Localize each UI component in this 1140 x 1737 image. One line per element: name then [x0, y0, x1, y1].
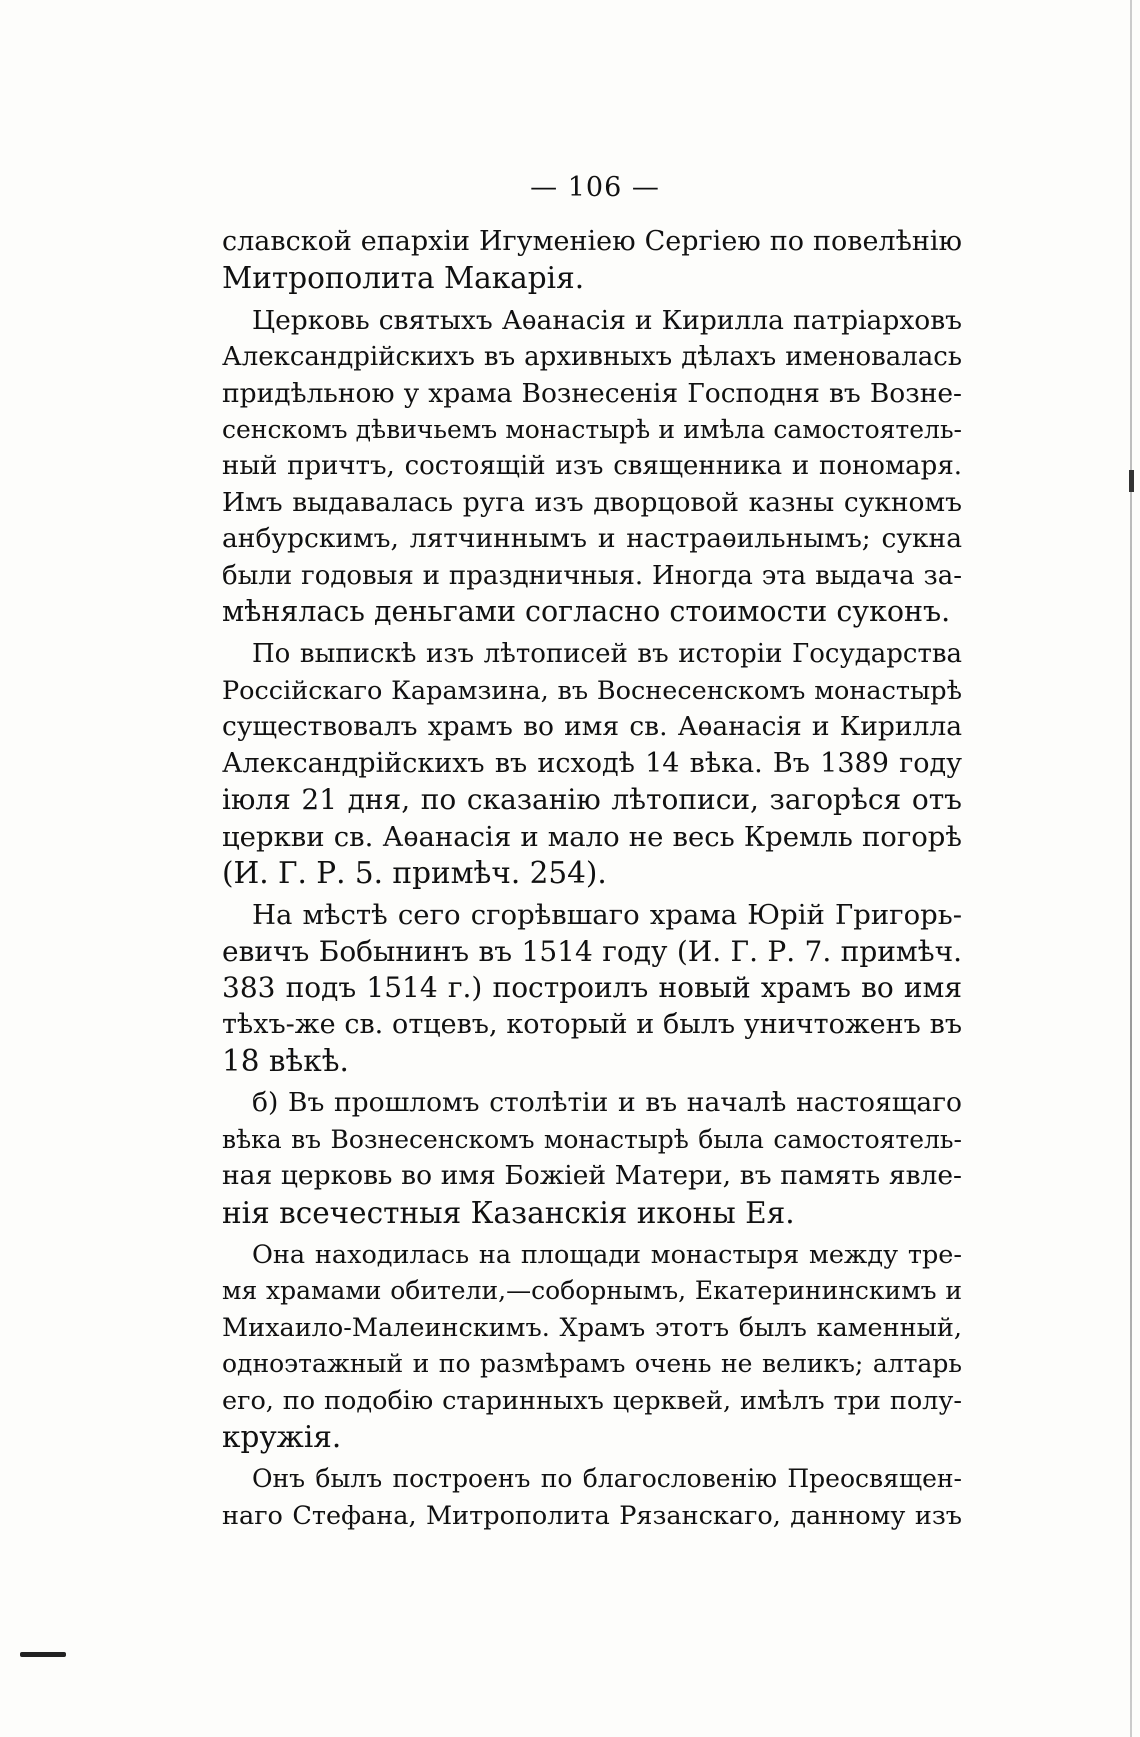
- text-line: Александрійскихъ въ исходѣ 14 вѣка. Въ 1389 году: [222, 747, 962, 779]
- text-line: Михаило-Малеинскимъ. Храмъ этотъ былъ каменный,: [222, 1312, 962, 1343]
- text-line: іюля 21 дня, по сказанію лѣтописи, загорѣся отъ: [222, 783, 962, 817]
- text-line: вѣка въ Вознесенскомъ монастырѣ была самостоятель-: [222, 1124, 962, 1154]
- page-edge-mark: [1129, 470, 1134, 492]
- text-line: ная церковь во имя Божіей Матери, въ память явле-: [222, 1160, 962, 1192]
- text-line: Церковь святыхъ Аѳанасія и Кирилла патріарховъ: [252, 304, 962, 336]
- text-line: славской епархіи Игуменіею Сергіею по повелѣнію: [222, 226, 962, 257]
- text-line: Она находилась на площади монастыря между тре-: [252, 1239, 962, 1270]
- text-line: были годовыя и праздничныя. Иногда эта выдача за-: [222, 560, 962, 591]
- text-line: наго Стефана, Митрополита Рязанскаго, данному изъ: [222, 1500, 962, 1531]
- text-line: По выпискѣ изъ лѣтописей въ исторіи Государства: [252, 639, 962, 670]
- text-line: нія всечестныя Казанскія иконы Ея.: [222, 1195, 795, 1230]
- text-line: (И. Г. Р. 5. примѣч. 254).: [222, 855, 607, 890]
- text-line: церкви св. Аѳанасія и мало не весь Кремль погорѣ: [222, 820, 962, 853]
- text-line: Митрополита Макарія.: [222, 261, 585, 296]
- page-number: — 106 —: [530, 172, 660, 203]
- text-line: его, по подобію старинныхъ церквей, имѣлъ три полу-: [222, 1385, 962, 1416]
- text-line: Александрійскихъ въ архивныхъ дѣлахъ именовалась: [222, 342, 962, 373]
- text-line: Онъ былъ построенъ по благословенію Преосвящен-: [252, 1464, 962, 1494]
- text-line: евичъ Бобынинъ въ 1514 году (И. Г. Р. 7. примѣч.: [222, 934, 962, 968]
- text-line: сенскомъ дѣвичьемъ монастырѣ и имѣла самостоятель-: [222, 415, 962, 445]
- text-line: тѣхъ-же св. отцевъ, который и былъ уничтоженъ въ: [222, 1008, 962, 1040]
- text-line: 383 подъ 1514 г.) построилъ новый храмъ во имя: [222, 971, 962, 1005]
- text-line: На мѣстѣ сего сгорѣвшаго храма Юрій Григорь-: [252, 899, 962, 932]
- text-line: б) Въ прошломъ столѣтіи и въ началѣ настоящаго: [252, 1087, 962, 1119]
- text-line: придѣльною у храма Вознесенія Господня въ Возне-: [222, 377, 962, 409]
- text-line: ный причтъ, состоящій изъ священника и пономаря.: [222, 451, 962, 482]
- page-edge-shadow: [1130, 0, 1132, 1737]
- text-line: анбурскимъ, лятчиннымъ и настраѳильнымъ; сукна: [222, 523, 962, 555]
- text-line: 18 вѣкѣ.: [222, 1043, 349, 1078]
- margin-dash-mark: [20, 1652, 66, 1657]
- text-line: мя храмами обители,—соборнымъ, Екатерининскимъ и: [222, 1276, 962, 1306]
- text-line: одноэтажный и по размѣрамъ очень не великъ; алтарь: [222, 1349, 962, 1379]
- text-line: Имъ выдавалась руга изъ дворцовой казны сукномъ: [222, 486, 962, 518]
- body-text: [222, 224, 962, 1534]
- text-line: Россійскаго Карамзина, въ Воснесенскомъ монастырѣ: [222, 675, 962, 706]
- text-line: существовалъ храмъ во имя св. Аѳанасія и Кирилла: [222, 711, 962, 743]
- text-line: мѣнялась деньгами согласно стоимости суконъ.: [222, 595, 951, 629]
- text-line: кружія.: [222, 1420, 342, 1454]
